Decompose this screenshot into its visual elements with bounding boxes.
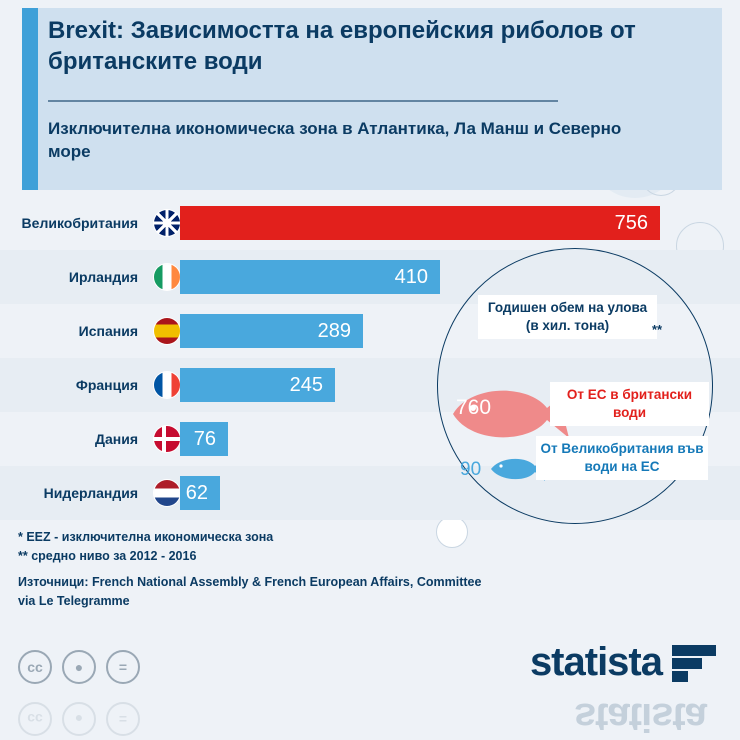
bar-label: Испания	[78, 323, 138, 339]
bar-3	[180, 368, 335, 402]
footnote-1-term: * EEZ	[18, 530, 51, 544]
cc-by-icon-reflection: ●	[62, 702, 96, 736]
bar-label: Великобритания	[21, 215, 138, 231]
bar-label: Ирландия	[68, 269, 138, 285]
bar-value: 756	[614, 211, 648, 234]
bar-value: 289	[317, 319, 351, 342]
footnote-1	[18, 528, 488, 547]
bar-label: Франция	[75, 377, 138, 393]
callout-caption: Годишен обем на улова (в хил. тона)	[478, 295, 657, 339]
flag-fr-icon	[154, 372, 180, 398]
header-divider	[48, 100, 558, 102]
bar-2	[180, 314, 363, 348]
big-fish-value: 760	[456, 396, 492, 419]
bar-value: 245	[289, 373, 323, 396]
sources-label: Източници:	[18, 574, 89, 589]
sources	[18, 573, 488, 612]
footnote-2: ** средно ниво за 2012 - 2016	[18, 549, 197, 564]
statista-wordmark-reflection: statista	[573, 695, 706, 739]
flag-es-icon	[154, 318, 180, 344]
statista-mark-icon	[672, 643, 716, 683]
cc-nd-icon: =	[106, 650, 140, 684]
title-brexit: Brexit:	[48, 17, 125, 44]
flag-uk-icon	[154, 210, 180, 236]
flag-dk-icon	[154, 426, 180, 452]
legend-eu-in-uk: От ЕС в британски води	[550, 382, 709, 426]
legend-uk-in-eu: От Великобритания във води на ЕС	[536, 436, 708, 480]
creative-commons-icons-reflection	[18, 702, 140, 736]
bar-5	[180, 476, 220, 510]
footnotes	[18, 528, 488, 612]
cc-icon-reflection: cc	[18, 702, 52, 736]
statista-wordmark: statista	[529, 640, 662, 684]
bar-label: Дания	[95, 431, 138, 447]
sources-text: French National Assembly & French European Affairs, Committee via Le Telegramme	[18, 574, 482, 609]
bar-1	[180, 260, 440, 294]
creative-commons-icons	[18, 650, 140, 684]
callout-caption-asterisk: **	[652, 322, 663, 337]
cc-by-icon: ●	[62, 650, 96, 684]
bar-value: 410	[394, 265, 428, 288]
statista-logo-reflection	[574, 694, 716, 739]
bar-0	[180, 206, 660, 240]
table-row	[0, 196, 740, 250]
footnote-1-text: - изключителна икономическа зона	[50, 530, 274, 544]
header-subtitle: Изключителна икономическа зона в Атлантика, Ла Манш и Северно море	[48, 119, 622, 161]
header-accent-bar	[22, 8, 38, 190]
cc-icon: cc	[18, 650, 52, 684]
title-rest: Зависимостта на европейския риболов от британските води	[48, 17, 636, 75]
page-title	[48, 16, 688, 77]
flag-nl-icon	[154, 480, 180, 506]
bar-label: Нидерландия	[43, 485, 138, 501]
bar-value: 76	[193, 427, 216, 450]
bar-4	[180, 422, 228, 456]
small-fish-value: 90	[460, 459, 482, 480]
statista-logo	[530, 640, 716, 685]
flag-ie-icon	[154, 264, 180, 290]
cc-nd-icon-reflection: =	[106, 702, 140, 736]
bar-value: 62	[185, 481, 208, 504]
